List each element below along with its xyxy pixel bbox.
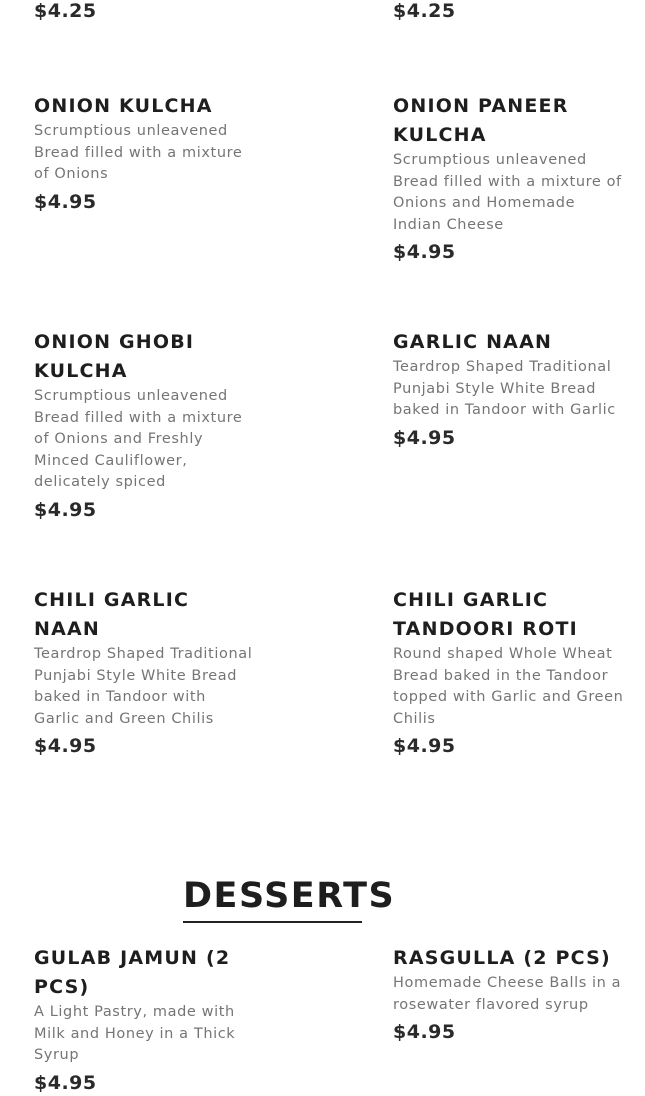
item-name: ONION KULCHA [34,95,213,117]
menu-item-chili-garlic-naan [34,586,256,759]
item-price: $4.95 [34,735,97,757]
item-description: Teardrop Shaped Traditional Punjabi Style White Bread baked in Tandoor with Garlic [393,359,616,418]
menu-item-onion-ghobi-kulcha [34,328,256,523]
menu-item-garlic-naan [393,328,625,451]
item-name: CHILI GARLIC TANDOORI ROTI [393,589,578,640]
menu-item-rasgulla [393,944,625,1045]
item-price: $4.95 [34,190,97,213]
section-title-desserts: DESSERTS [183,873,362,923]
item-price: $4.25 [34,0,97,22]
item-name: GARLIC NAAN [393,331,553,353]
item-description: Scrumptious unleavened Bread filled with a mixture of Onions and Homemade Indian Cheese [393,152,622,233]
item-price: $4.95 [393,735,456,757]
item-name: ONION GHOBI KULCHA [34,331,195,382]
item-name: ONION PANEER KULCHA [393,95,569,146]
menu-item-onion-paneer-kulcha [393,92,625,265]
item-description: Scrumptious unleavened Bread filled with a mixture of Onions [34,123,243,182]
item-description: Round shaped Whole Wheat Bread baked in the Tandoor topped with Garlic and Green Chilis [393,646,624,727]
menu-item-onion-kulcha [34,92,256,215]
item-description: A Light Pastry, made with Milk and Honey in a Thick Syrup [34,1004,236,1063]
item-description: Homemade Cheese Balls in a rosewater flavored syrup [393,975,622,1013]
item-price: $4.95 [34,1071,97,1094]
menu-item-chili-garlic-tandoori-roti [393,586,625,759]
item-price: $4.25 [393,0,456,22]
item-price: $4.95 [393,1021,456,1043]
menu-item-gulab-jamun [34,944,256,1096]
item-name: CHILI GARLIC NAAN [34,589,190,640]
item-name: GULAB JAMUN (2 PCS) [34,947,231,998]
item-description: Teardrop Shaped Traditional Punjabi Style White Bread baked in Tandoor with Garlic and Green Chilis [34,646,253,727]
item-price: $4.95 [393,426,456,449]
item-name: RASGULLA (2 PCS) [393,947,611,969]
item-price: $4.95 [393,241,456,263]
item-price: $4.95 [34,498,97,521]
item-description: Scrumptious unleavened Bread filled with a mixture of Onions and Freshly Minced Cauliflower, delicately spiced [34,388,243,490]
